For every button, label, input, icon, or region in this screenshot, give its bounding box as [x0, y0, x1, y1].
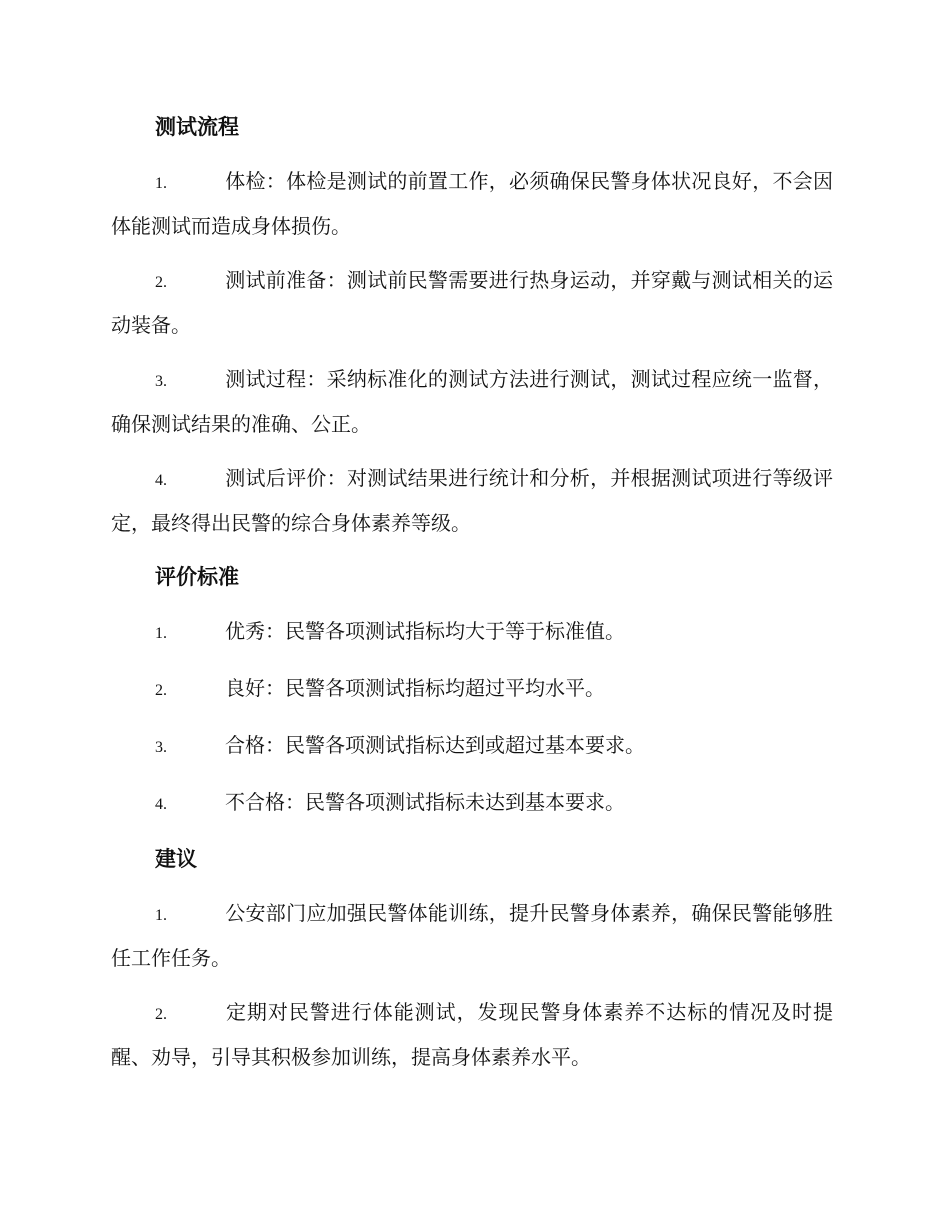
list-item	[111, 724, 833, 769]
list-item-text: 测试后评价：对测试结果进行统计和分析，并根据测试项进行等级评定，最终得出民警的综合身体素养等级。	[111, 466, 833, 535]
list-item-text: 测试过程：采纳标准化的测试方法进行测试，测试过程应统一监督，确保测试结果的准确、公正。	[111, 367, 833, 436]
document-body	[111, 106, 833, 1090]
list-item	[111, 892, 833, 979]
list-item	[111, 991, 833, 1078]
list-number: 2.	[155, 1006, 167, 1023]
list-number: 2.	[155, 274, 167, 291]
list-item	[111, 667, 833, 712]
list-item-text: 不合格：民警各项测试指标未达到基本要求。	[225, 790, 625, 814]
list-number: 2.	[155, 682, 167, 699]
list-item-text: 定期对民警进行体能测试，发现民警身体素养不达标的情况及时提醒、劝导，引导其积极参加训练，提高身体素养水平。	[111, 1000, 833, 1069]
list-item	[111, 610, 833, 655]
list-item	[111, 457, 833, 544]
list-item-text: 良好：民警各项测试指标均超过平均水平。	[225, 676, 605, 700]
section-heading-suggestions: 建议	[155, 846, 197, 871]
list-number: 1.	[155, 907, 167, 924]
list-number: 4.	[155, 472, 167, 489]
list-item-text: 合格：民警各项测试指标达到或超过基本要求。	[225, 733, 645, 757]
list-item	[111, 259, 833, 346]
list-item	[111, 358, 833, 445]
list-number: 3.	[155, 373, 167, 390]
list-number: 1.	[155, 625, 167, 642]
section-heading-test-process: 测试流程	[155, 114, 239, 139]
list-number: 1.	[155, 175, 167, 192]
section-heading-evaluation-criteria: 评价标准	[155, 564, 239, 589]
list-item-text: 公安部门应加强民警体能训练，提升民警身体素养，确保民警能够胜任工作任务。	[111, 901, 833, 970]
list-item-text: 优秀：民警各项测试指标均大于等于标准值。	[225, 619, 625, 643]
list-item	[111, 160, 833, 247]
list-number: 4.	[155, 796, 167, 813]
list-item	[111, 781, 833, 826]
list-number: 3.	[155, 739, 167, 756]
list-item-text: 测试前准备：测试前民警需要进行热身运动，并穿戴与测试相关的运动装备。	[111, 268, 833, 337]
list-item-text: 体检：体检是测试的前置工作，必须确保民警身体状况良好，不会因体能测试而造成身体损伤。	[111, 169, 833, 238]
